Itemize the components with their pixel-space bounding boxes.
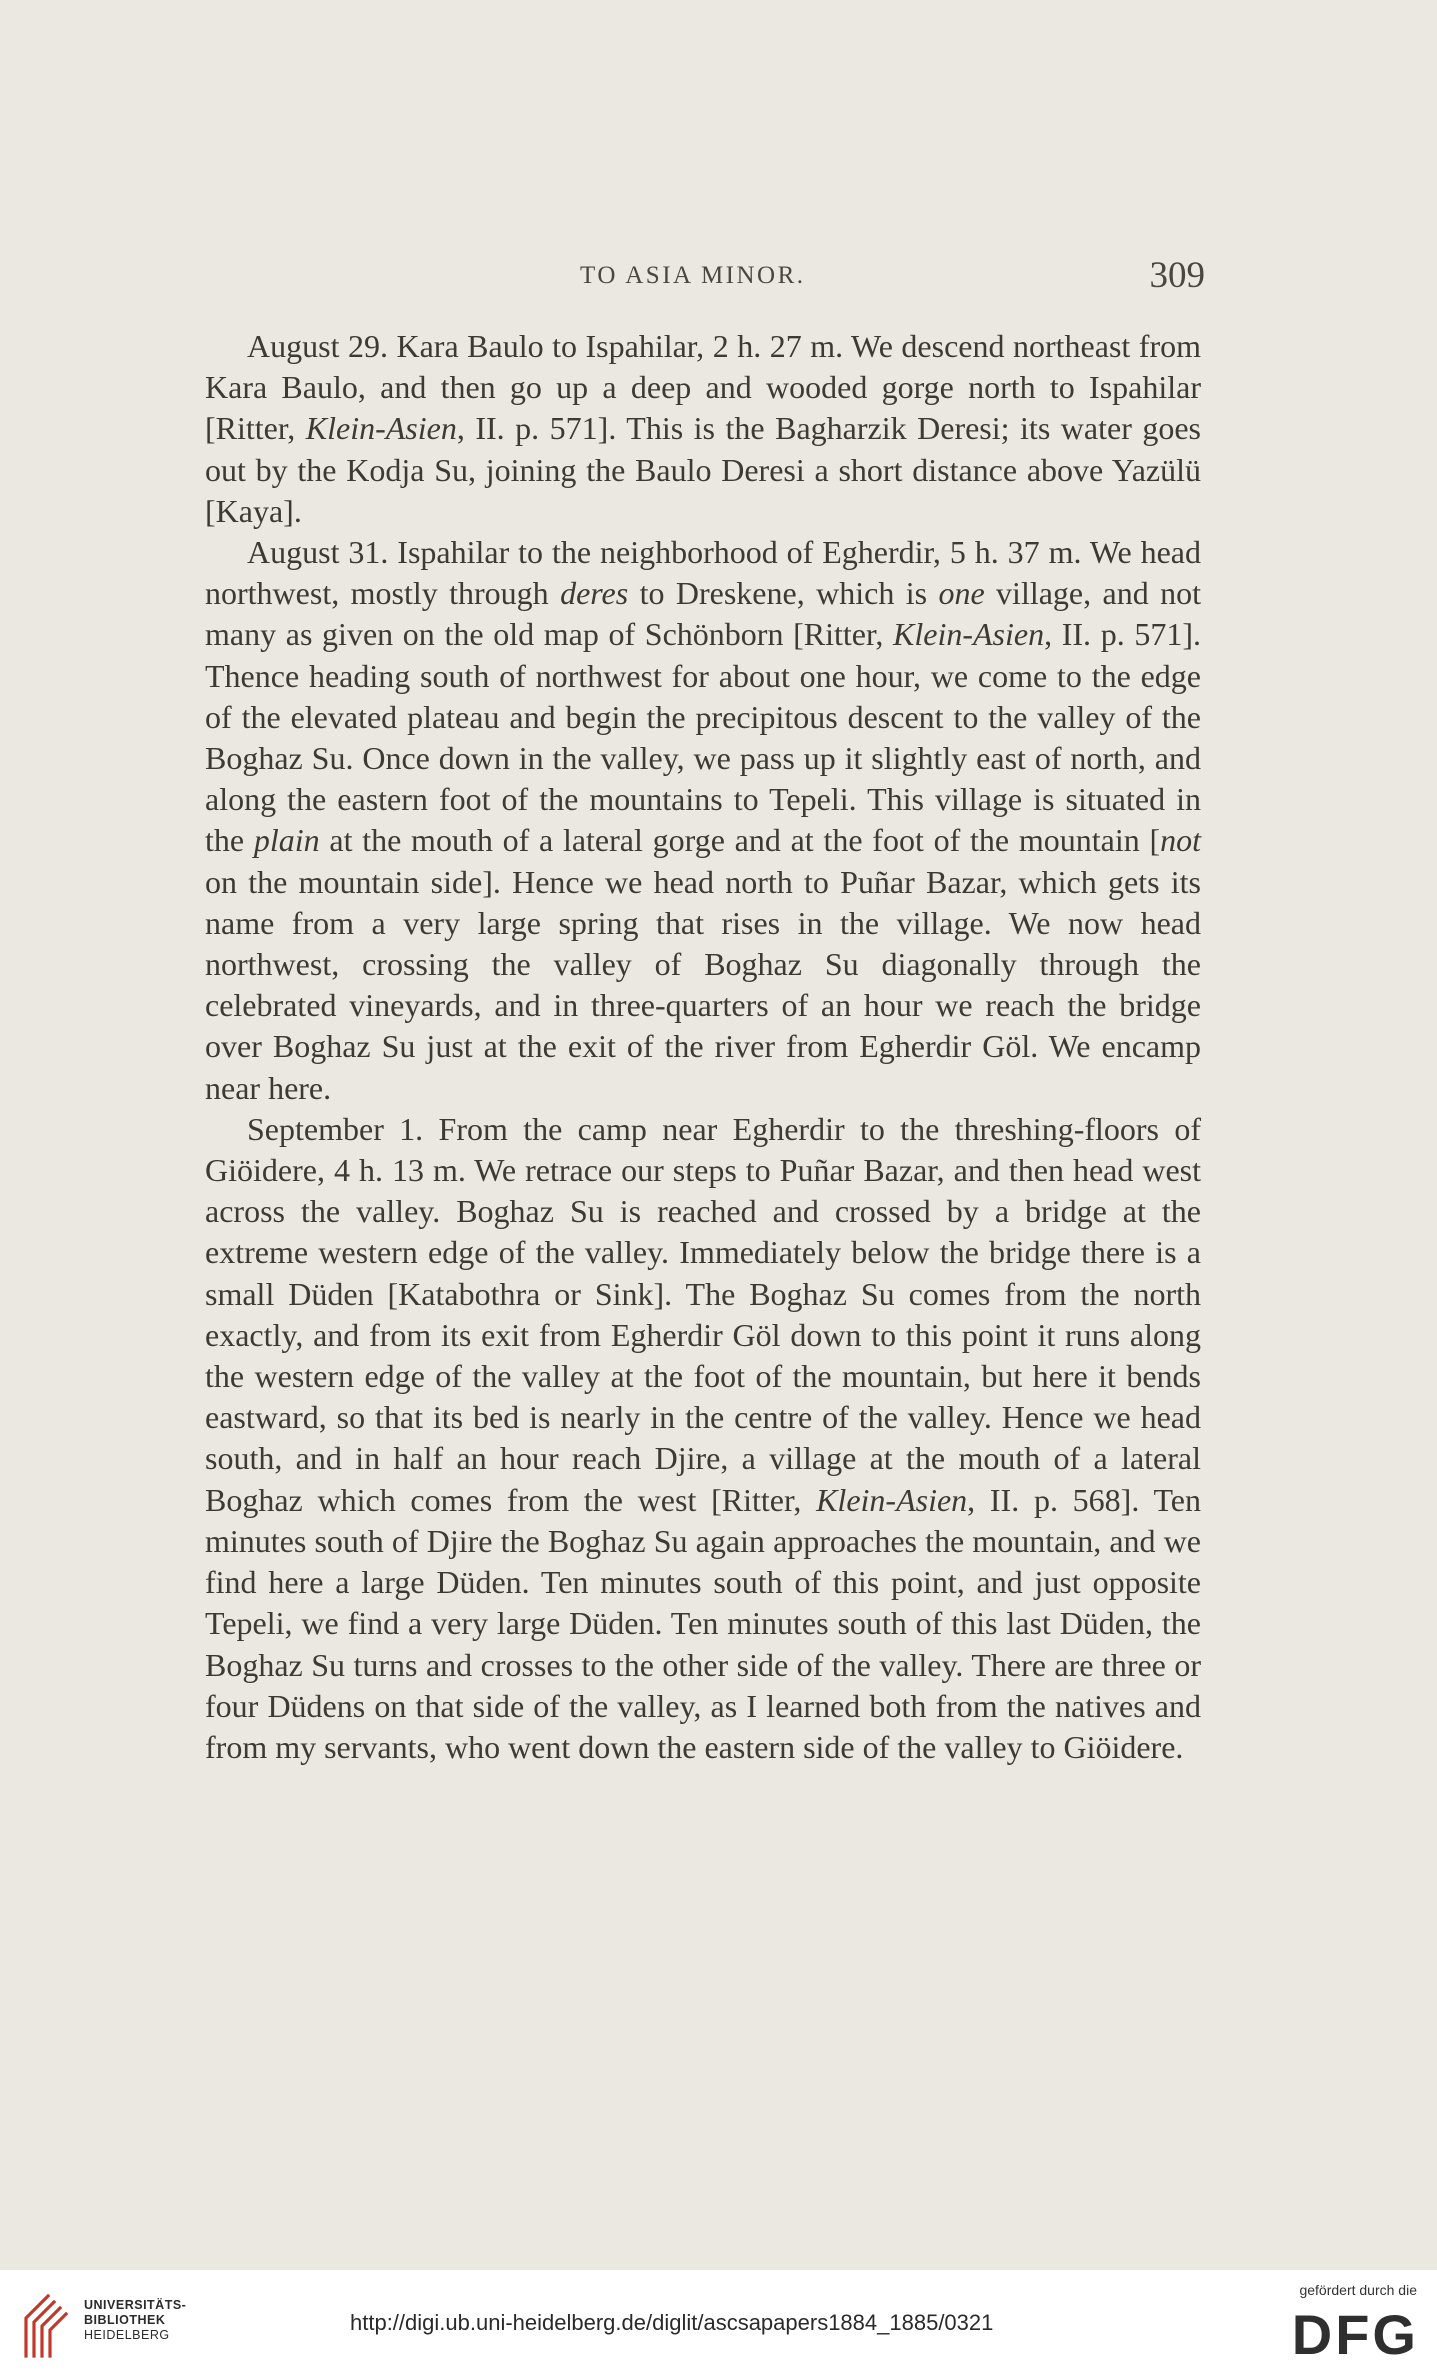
page-header — [205, 254, 1205, 304]
paragraph: August 31. Ispahilar to the neighborhood of Egherdir, 5 h. 37 m. We head northwest, mostly through deres to Dreskene, which is one village, and not many as given on the old map of Schönborn [Ritter, Klein-Asien, II. p. 571]. Thence heading south of northwest for about one hour, we come to the edge of the elevated plateau and begin the precipitous descent to the valley of the Boghaz Su. Once down in the valley, we pass up it slightly east of north, and along the eastern foot of the mountains to Tepeli. This village is situated in the plain at the mouth of a lateral gorge and at the foot of the mountain [not on the mountain side]. Hence we head north to Puñar Bazar, which gets its name from a very large spring that rises in the village. We now head northwest, crossing the valley of Boghaz Su diagonally through the celebrated vineyards, and in three-quarters of an hour we reach the bridge over Boghaz Su just at the exit of the river from Egherdir Göl. We encamp near here. — [205, 534, 1202, 1106]
running-title: TO ASIA MINOR. — [580, 262, 806, 289]
footer-bar — [0, 2270, 1437, 2379]
italic-term: plain — [253, 822, 320, 859]
page-number: 309 — [1149, 255, 1205, 296]
italic-term: Klein-Asien — [816, 1481, 968, 1518]
library-name: UNIVERSITÄTS- BIBLIOTHEK HEIDELBERG — [84, 2298, 187, 2342]
paragraph: September 1. From the camp near Egherdir to the threshing-floors of Giöidere, 4 h. 13 m. We retrace our steps to Puñar Bazar, and then head west across the valley. Boghaz Su is reached and crossed by a bridge at the extreme western edge of the valley. Immediately below the bridge there is a small Düden [Katabothra or Sink]. The Boghaz Su comes from the north exactly, and from its exit from Egherdir Göl down to this point it runs along the western edge of the valley at the foot of the mountain, but here it bends eastward, so that its bed is nearly in the centre of the valley. Hence we head south, and in half an hour reach Djire, a village at the mouth of a lateral Boghaz which comes from the west [Ritter, Klein-Asien, II. p. 568]. Ten minutes south of Djire the Boghaz Su again approaches the mountain, and we find here a large Düden. Ten minutes south of this point, and just opposite Tepeli, we find a very large Düden. Ten minutes south of this last Düden, the Boghaz Su turns and crosses to the other side of the valley. There are three or four Düdens on that side of the valley, as I learned both from the natives and from my servants, who went down the eastern side of the valley to Giöidere. — [205, 1110, 1202, 1765]
body-text — [205, 326, 1201, 1768]
funding-note: gefördert durch die — [1299, 2282, 1417, 2298]
university-library-logo-icon — [18, 2288, 80, 2360]
italic-term: not — [1160, 822, 1202, 859]
italic-term: one — [938, 575, 985, 612]
italic-term: Klein-Asien — [893, 616, 1045, 653]
source-url-link[interactable]: http://digi.ub.uni-heidelberg.de/diglit/ascsapapers1884_1885/0321 — [350, 2310, 994, 2335]
dfg-logo-icon: DFG — [1291, 2303, 1419, 2366]
italic-term: deres — [560, 575, 629, 612]
italic-term: Klein-Asien — [305, 410, 457, 447]
paragraph: August 29. Kara Baulo to Ispahilar, 2 h. 27 m. We descend northeast from Kara Baulo, and then go up a deep and wooded gorge north to Ispahilar [Ritter, Klein-Asien, II. p. 571]. This is the Bagharzik Deresi; its water goes out by the Kodja Su, joining the Baulo Deresi a short distance above Yazülü [Kaya]. — [205, 328, 1202, 529]
